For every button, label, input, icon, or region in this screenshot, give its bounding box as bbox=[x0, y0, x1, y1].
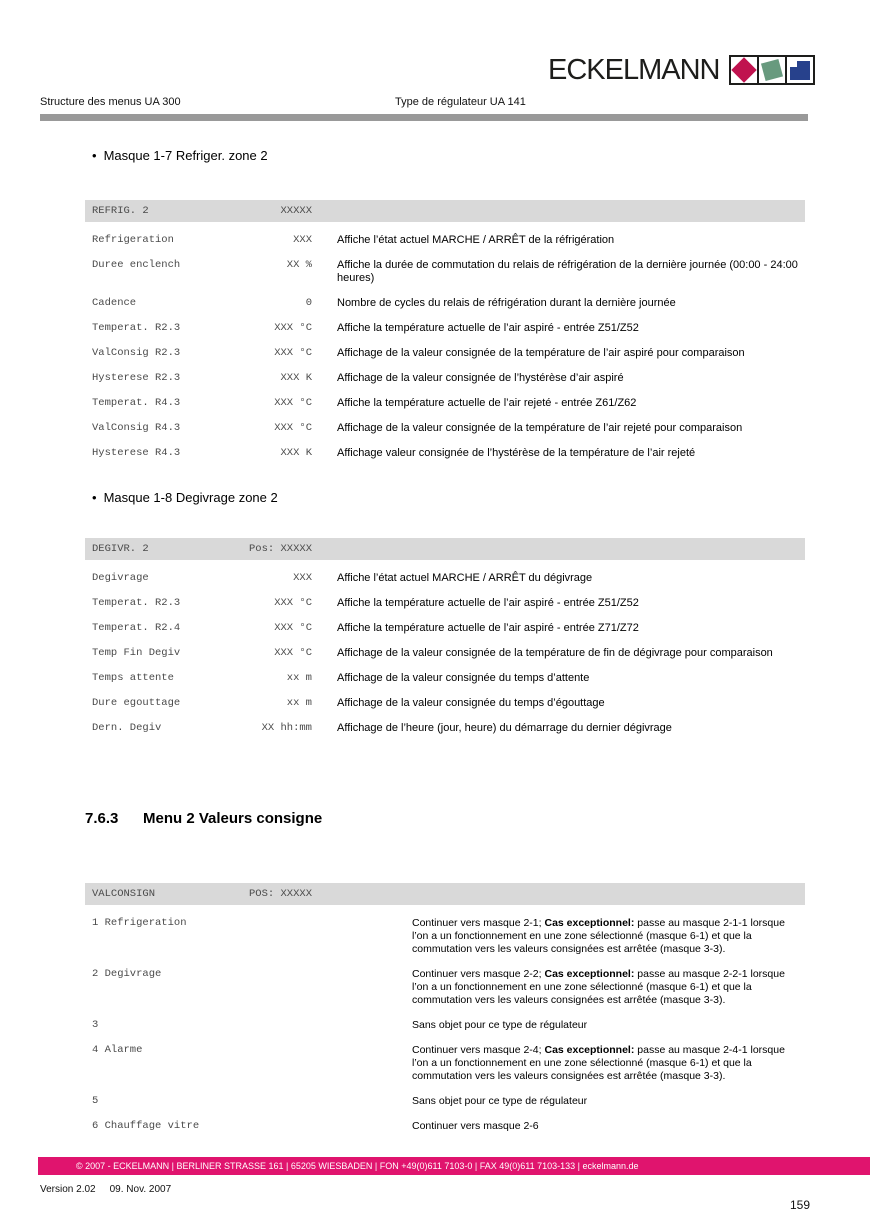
row-parameter: Dern. Degiv bbox=[92, 722, 162, 734]
row-value: XXX °C bbox=[274, 347, 312, 359]
section-title: Menu 2 Valeurs consigne bbox=[143, 810, 323, 827]
row-description-text: Affiche la température actuelle de l’air rejeté - entrée Z61/Z62 bbox=[337, 397, 637, 409]
version-label: Version 2.02 bbox=[40, 1184, 96, 1195]
row-description-text: Affiche l’état actuel MARCHE / ARRÊT de la réfrigération bbox=[337, 234, 615, 246]
row-parameter: Duree enclench bbox=[92, 259, 181, 271]
row-description-text: Affiche la température actuelle de l’air aspiré - entrée Z51/Z52 bbox=[337, 597, 639, 609]
row-parameter: ValConsig R4.3 bbox=[92, 422, 181, 434]
table-row bbox=[85, 341, 805, 366]
row-parameter: Cadence bbox=[92, 297, 137, 309]
row-value: xx m bbox=[286, 697, 312, 709]
row-description bbox=[312, 297, 798, 310]
row-description-text: Affiche l’état actuel MARCHE / ARRÊT du dégivrage bbox=[337, 572, 593, 584]
table-row bbox=[85, 641, 805, 666]
row-parameter: 1 Refrigeration bbox=[92, 917, 187, 929]
logo-marks bbox=[729, 55, 815, 85]
row-description-text: Affiche la durée de commutation du relais de réfrigération de la dernière journée (00:00 - 24:00 heures) bbox=[337, 259, 798, 284]
row-value: XXX K bbox=[280, 447, 312, 459]
row-description bbox=[312, 347, 798, 360]
row-description-text: Affichage de la valeur consignée du temps d’égouttage bbox=[337, 697, 605, 709]
row-description bbox=[312, 722, 798, 735]
row-description bbox=[312, 672, 798, 685]
row-parameter: 3 bbox=[92, 1019, 99, 1031]
row-parameter: Hysterese R2.3 bbox=[92, 372, 181, 384]
table-title: DEGIVR. 2 bbox=[92, 542, 149, 555]
table-row bbox=[85, 962, 805, 1013]
table-row bbox=[85, 1114, 805, 1139]
row-description bbox=[312, 259, 798, 285]
row-description bbox=[412, 968, 798, 1007]
row-value: XXX °C bbox=[274, 322, 312, 334]
table-title: VALCONSIGN bbox=[92, 887, 156, 900]
table-row bbox=[85, 591, 805, 616]
row-description-bold: Cas exceptionnel: bbox=[544, 968, 635, 980]
row-description-text: Affiche la température actuelle de l’air aspiré - entrée Z51/Z52 bbox=[337, 322, 639, 334]
row-description-text: passe au masque 2-1-1 lorsque l’on a un fonctionnement en une zone sélectionné (masque 6-1) et que la commutation vers les valeurs consignées est arrêtée (masque 3-3). bbox=[412, 917, 785, 955]
row-parameter: Temps attente bbox=[92, 672, 174, 684]
section-number: 7.6.3 bbox=[85, 810, 119, 827]
row-description bbox=[312, 447, 798, 460]
running-header-left: Structure des menus UA 300 bbox=[40, 96, 181, 108]
row-description-text: Sans objet pour ce type de régulateur bbox=[412, 1095, 588, 1107]
table-row bbox=[85, 416, 805, 441]
table-header bbox=[85, 538, 805, 560]
table-valconsign bbox=[85, 883, 805, 1139]
row-description bbox=[312, 397, 798, 410]
logo-flag-cell bbox=[785, 55, 815, 85]
page-number: 159 bbox=[789, 1198, 810, 1212]
row-value: XXX °C bbox=[274, 647, 312, 659]
row-description bbox=[412, 917, 798, 956]
table-header bbox=[85, 200, 805, 222]
running-header-center: Type de régulateur UA 141 bbox=[395, 96, 526, 108]
table-title: REFRIG. 2 bbox=[92, 204, 149, 217]
table-row bbox=[85, 291, 805, 316]
section-heading bbox=[85, 810, 322, 827]
table-row bbox=[85, 716, 805, 741]
diamond-icon bbox=[731, 57, 756, 82]
row-value: XXX °C bbox=[274, 622, 312, 634]
row-description bbox=[412, 1095, 798, 1108]
table-row bbox=[85, 1089, 805, 1114]
table-row bbox=[85, 253, 805, 291]
corner-flag-icon bbox=[787, 57, 813, 83]
row-description-text: Affichage de la valeur consignée de la température de l’air aspiré pour comparaison bbox=[337, 347, 745, 359]
header-rule bbox=[40, 114, 808, 121]
table-row bbox=[85, 316, 805, 341]
row-description bbox=[312, 572, 798, 585]
table-refrig-2 bbox=[85, 200, 805, 466]
row-description bbox=[312, 622, 798, 635]
row-description-text: passe au masque 2-2-1 lorsque l’on a un fonctionnement en une zone sélectionné (masque 6-1) et que la commutation vers les valeurs consignées est arrêtée (masque 3-3). bbox=[412, 968, 785, 1006]
row-description-text: Continuer vers masque 2-2; bbox=[412, 968, 545, 980]
table-row bbox=[85, 1013, 805, 1038]
logo-wordmark: ECKELMANN bbox=[548, 54, 720, 86]
row-parameter: 4 Alarme bbox=[92, 1044, 143, 1056]
row-parameter: Refrigeration bbox=[92, 234, 174, 246]
row-description bbox=[312, 322, 798, 335]
row-description-text: Affichage valeur consignée de l’hystérèse de la température de l’air rejeté bbox=[337, 447, 696, 459]
version-line bbox=[40, 1184, 171, 1195]
row-description bbox=[412, 1120, 798, 1133]
row-description bbox=[312, 697, 798, 710]
row-value: xx m bbox=[286, 672, 312, 684]
bullet-heading-label: Masque 1-8 Degivrage zone 2 bbox=[103, 490, 278, 505]
row-description-text: Sans objet pour ce type de régulateur bbox=[412, 1019, 588, 1031]
row-description bbox=[312, 597, 798, 610]
table-position-value: Pos: XXXXX bbox=[248, 543, 312, 555]
tilted-square-icon bbox=[760, 59, 782, 81]
row-parameter: Degivrage bbox=[92, 572, 149, 584]
row-value: XXX bbox=[293, 234, 312, 246]
row-description bbox=[412, 1019, 798, 1032]
row-parameter: Temperat. R4.3 bbox=[92, 397, 181, 409]
row-parameter: Temperat. R2.3 bbox=[92, 597, 181, 609]
bullet-marker: • bbox=[92, 148, 97, 163]
row-value: XXX K bbox=[280, 372, 312, 384]
row-description-text: Affichage de la valeur consignée de la température de fin de dégivrage pour comparaison bbox=[337, 647, 773, 659]
table-row bbox=[85, 566, 805, 591]
row-value: XX hh:mm bbox=[261, 722, 312, 734]
table-row bbox=[85, 366, 805, 391]
footer-address-bar: © 2007 - ECKELMANN | BERLINER STRASSE 161 | 65205 WIESBADEN | FON +49(0)611 7103-0 | FAX 49(0)611 7103-133 | eckelmann.de bbox=[38, 1157, 870, 1175]
table-degivr-2 bbox=[85, 538, 805, 741]
row-parameter: 2 Degivrage bbox=[92, 968, 162, 980]
table-row bbox=[85, 911, 805, 962]
row-description-text: Continuer vers masque 2-6 bbox=[412, 1120, 539, 1132]
row-value: XXX °C bbox=[274, 597, 312, 609]
bullet-heading-label: Masque 1-7 Refriger. zone 2 bbox=[103, 148, 268, 163]
eckelmann-logo bbox=[548, 55, 815, 85]
row-description-text: Continuer vers masque 2-4; bbox=[412, 1044, 545, 1056]
row-description-text: passe au masque 2-4-1 lorsque l’on a un fonctionnement en une zone sélectionné (masque 6-1) et que la commutation vers les valeurs consignées est arrêtée (masque 3-3). bbox=[412, 1044, 785, 1082]
row-description-bold: Cas exceptionnel: bbox=[544, 1044, 635, 1056]
version-date: 09. Nov. 2007 bbox=[109, 1184, 172, 1195]
row-description-text: Nombre de cycles du relais de réfrigération durant la dernière journée bbox=[337, 297, 676, 309]
row-description-text: Affiche la température actuelle de l’air aspiré - entrée Z71/Z72 bbox=[337, 622, 639, 634]
row-description-bold: Cas exceptionnel: bbox=[544, 917, 635, 929]
row-description-text: Affichage de la valeur consignée de la température de l’air rejeté pour comparaison bbox=[337, 422, 743, 434]
row-value: XX % bbox=[286, 259, 312, 271]
bullet-heading-masque-1-7 bbox=[92, 148, 268, 163]
logo-diamond-cell bbox=[729, 55, 759, 85]
table-row bbox=[85, 441, 805, 466]
table-header bbox=[85, 883, 805, 905]
table-row bbox=[85, 691, 805, 716]
table-position-value: POS: XXXXX bbox=[248, 888, 312, 900]
table-position-value: XXXXX bbox=[280, 205, 312, 217]
row-description-text: Affichage de la valeur consignée du temps d’attente bbox=[337, 672, 590, 684]
row-value: XXX °C bbox=[274, 397, 312, 409]
row-parameter: Dure egouttage bbox=[92, 697, 181, 709]
row-parameter: ValConsig R2.3 bbox=[92, 347, 181, 359]
row-value: 0 bbox=[305, 297, 312, 309]
row-parameter: Temperat. R2.3 bbox=[92, 322, 181, 334]
table-row bbox=[85, 1038, 805, 1089]
row-description bbox=[312, 422, 798, 435]
table-row bbox=[85, 616, 805, 641]
row-description bbox=[312, 372, 798, 385]
table-row bbox=[85, 666, 805, 691]
row-parameter: Temperat. R2.4 bbox=[92, 622, 181, 634]
row-value: XXX °C bbox=[274, 422, 312, 434]
bullet-marker: • bbox=[92, 490, 97, 505]
table-row bbox=[85, 228, 805, 253]
row-description-text: Affichage de l’heure (jour, heure) du démarrage du dernier dégivrage bbox=[337, 722, 672, 734]
row-description-text: Continuer vers masque 2-1; bbox=[412, 917, 545, 929]
row-parameter: Hysterese R4.3 bbox=[92, 447, 181, 459]
table-row bbox=[85, 391, 805, 416]
row-description bbox=[312, 234, 798, 247]
bullet-heading-masque-1-8 bbox=[92, 490, 278, 505]
row-parameter: 5 bbox=[92, 1095, 99, 1107]
row-parameter: 6 Chauffage vitre bbox=[92, 1120, 200, 1132]
row-parameter: Temp Fin Degiv bbox=[92, 647, 181, 659]
row-description bbox=[412, 1044, 798, 1083]
row-value: XXX bbox=[293, 572, 312, 584]
logo-square-cell bbox=[757, 55, 787, 85]
row-description-text: Affichage de la valeur consignée de l’hystérèse d’air aspiré bbox=[337, 372, 624, 384]
row-description bbox=[312, 647, 798, 660]
